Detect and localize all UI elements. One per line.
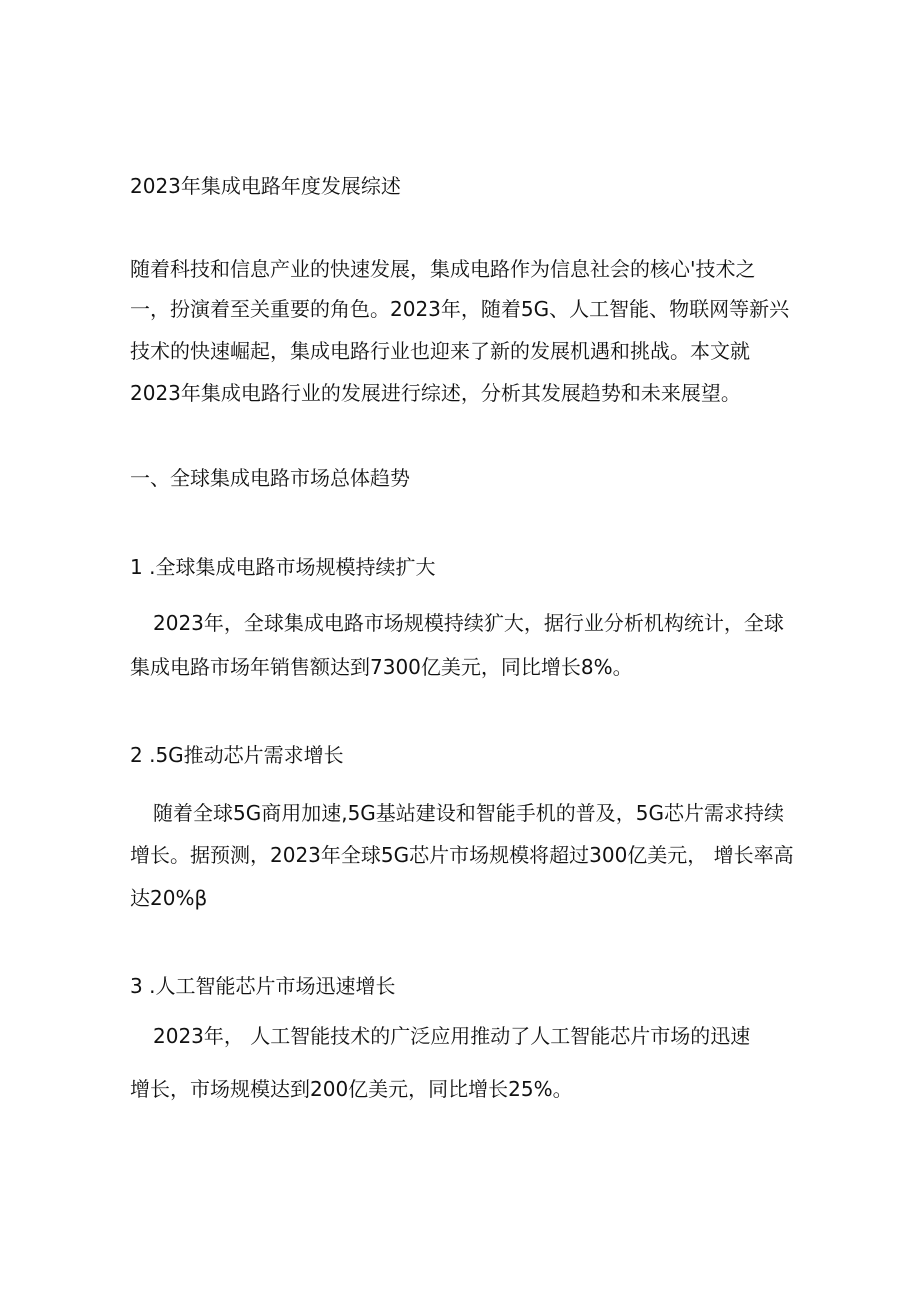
item-1-heading: 1 .全球集成电路市场规模持续扩大 [130, 555, 436, 579]
item-1-line-2: 集成电路市场年销售额达到7300亿美元，同比增长8%。 [130, 655, 633, 679]
intro-line-1: 随着科技和信息产业的快速发展，集成电路作为信息社会的核心'技术之 [130, 257, 756, 281]
item-2-line-2: 增长。据预测，2023年全球5G芯片市场规模将超过300亿美元， 增长率高 [130, 843, 794, 867]
item-2-heading: 2 .5G推动芯片需求增长 [130, 743, 344, 767]
intro-line-2: 一，扮演着至关重要的角色。2023年，随着5G、人工智能、物联网等新兴 [130, 297, 790, 321]
document-title: 2023年集成电路年度发展综述 [130, 174, 401, 198]
item-3-line-2: 增长，市场规模达到200亿美元，同比增长25%。 [130, 1077, 573, 1101]
intro-line-3: 技术的快速崛起，集成电路行业也迎来了新的发展机遇和挑战。本文就 [130, 339, 750, 363]
item-2-line-3: 达20%β [130, 886, 208, 910]
intro-line-4: 2023年集成电路行业的发展进行综述，分析其发展趋势和未来展望。 [130, 381, 741, 405]
item-3-heading: 3 .人工智能芯片市场迅速增长 [130, 974, 396, 998]
item-3-line-1: 2023年， 人工智能技术的广泛应用推动了人工智能芯片市场的迅速 [153, 1024, 751, 1048]
item-2-line-1: 随着全球5G商用加速,5G基站建设和智能手机的普及，5G芯片需求持续 [153, 801, 785, 825]
section-1-heading: 一、全球集成电路市场总体趋势 [130, 466, 410, 490]
item-1-line-1: 2023年，全球集成电路市场规模持续犷大，据行业分析机构统计，全球 [153, 611, 784, 635]
